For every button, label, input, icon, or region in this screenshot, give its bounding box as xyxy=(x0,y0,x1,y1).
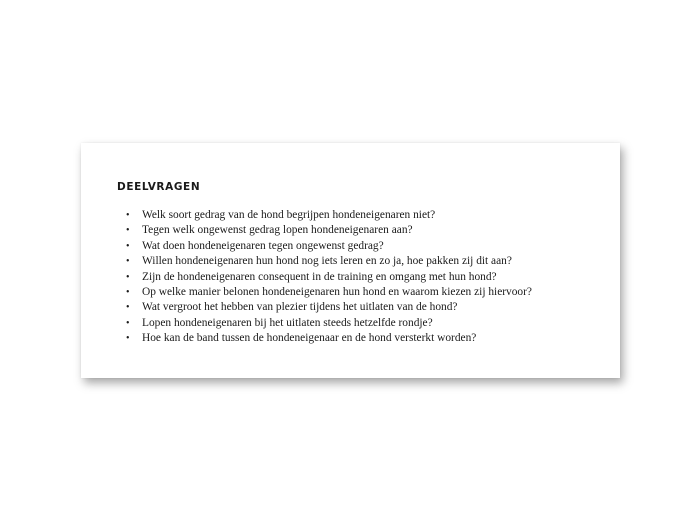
question-list xyxy=(117,208,584,347)
list-item xyxy=(117,223,584,238)
question-text: Op welke manier belonen hondeneigenaren hun hond en waarom kiezen zij hiervoor? xyxy=(142,286,532,299)
question-text: Tegen welk ongewenst gedrag lopen hondeneigenaren aan? xyxy=(142,224,413,237)
bullet-icon: • xyxy=(126,210,130,221)
bullet-icon: • xyxy=(126,271,130,283)
list-item xyxy=(117,331,584,346)
bullet-icon: • xyxy=(126,240,130,252)
question-text: Willen hondeneigenaren hun hond nog iets leren en zo ja, hoe pakken zij dit aan? xyxy=(142,255,512,268)
list-item xyxy=(117,300,584,315)
list-item xyxy=(117,239,584,254)
question-text: Lopen hondeneigenaren bij het uitlaten steeds hetzelfde rondje? xyxy=(142,316,433,329)
bullet-icon: • xyxy=(126,287,130,299)
bullet-icon: • xyxy=(126,333,130,345)
list-item xyxy=(117,285,584,300)
question-text: Hoe kan de band tussen de hondeneigenaar en de hond versterkt worden? xyxy=(142,332,477,345)
bullet-icon: • xyxy=(126,225,130,237)
bullet-icon: • xyxy=(126,256,130,268)
bullet-icon: • xyxy=(126,317,130,329)
list-item xyxy=(117,254,584,269)
document-card xyxy=(81,143,620,378)
list-item xyxy=(117,208,584,223)
question-text: Wat doen hondeneigenaren tegen ongewenst gedrag? xyxy=(142,239,384,252)
list-item xyxy=(117,316,584,331)
question-text: Zijn de hondeneigenaren consequent in de training en omgang met hun hond? xyxy=(142,270,497,283)
section-heading: DEELVRAGEN xyxy=(117,181,201,193)
question-text: Welk soort gedrag van de hond begrijpen hondeneigenaren niet? xyxy=(142,209,436,221)
bullet-icon: • xyxy=(126,302,130,314)
question-text: Wat vergroot het hebben van plezier tijdens het uitlaten van de hond? xyxy=(142,301,458,314)
list-item xyxy=(117,270,584,285)
